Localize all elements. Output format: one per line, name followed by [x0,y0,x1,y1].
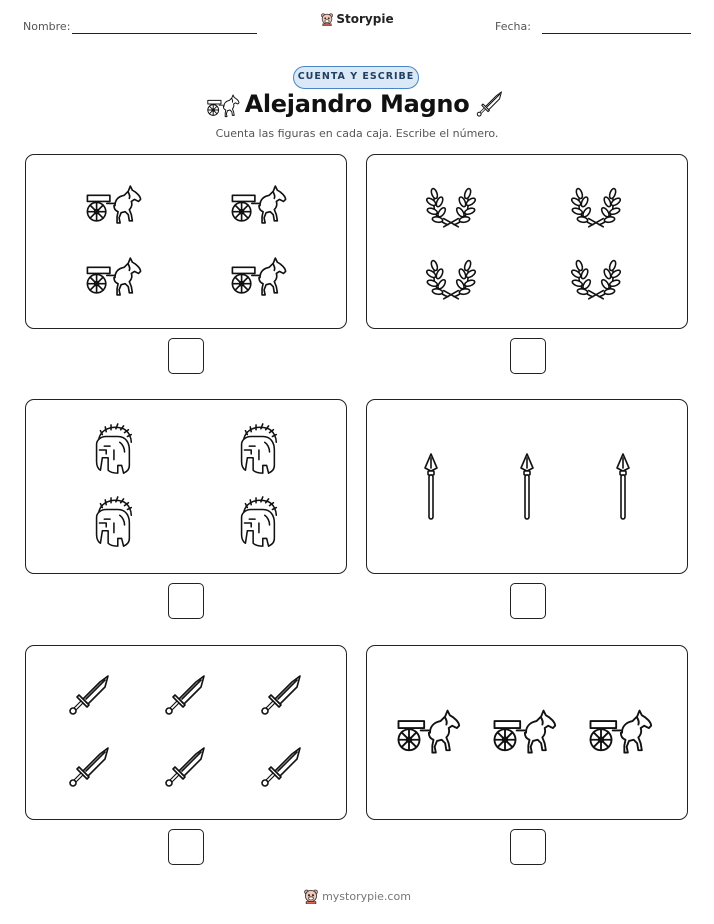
chariot-icon [232,258,285,295]
spear-icon [617,454,629,519]
spear-icon [425,454,437,519]
count-card-helmets [25,399,347,574]
helmet-icon [97,497,132,546]
helmet-icon [242,497,277,546]
bear-mascot-icon [320,12,334,26]
date-label: Fecha: [495,20,531,33]
page-title: Alejandro Magno [244,90,470,118]
sword-icon [166,748,204,786]
answer-box-1[interactable] [168,338,204,374]
laurel-wreath-icon [570,260,621,299]
helmet-icon [97,424,132,473]
name-field[interactable] [72,33,257,34]
helmet-icon [242,424,277,473]
spear-icon [521,454,533,519]
footer-url[interactable]: mystorypie.com [322,890,411,903]
answer-box-3[interactable] [168,583,204,619]
count-card-laurels [366,154,688,329]
sword-icon [70,676,108,714]
footer [0,888,714,904]
sword-icon [476,90,504,118]
answer-box-4[interactable] [510,583,546,619]
sword-icon [262,676,300,714]
laurel-wreath-icon [425,188,476,227]
activity-badge: CUENTA Y ESCRIBE [293,66,419,89]
sword-icon [70,748,108,786]
chariot-icon [232,186,285,223]
bear-mascot-icon [303,888,319,904]
sword-icon [262,748,300,786]
sword-icon [166,676,204,714]
count-card-swords [25,645,347,820]
count-card-chariots-row [366,645,688,820]
chariot-icon [87,258,140,295]
instructions: Cuenta las figuras en cada caja. Escribe el número. [215,127,499,140]
brand-name: Storypie [336,12,394,26]
chariot-icon [495,711,556,753]
laurel-wreath-icon [425,260,476,299]
brand-logo [0,12,714,26]
chariot-icon [87,186,140,223]
chariot-icon [591,711,652,753]
answer-box-6[interactable] [510,829,546,865]
chariot-icon [399,711,460,753]
name-label: Nombre: [23,20,71,33]
laurel-wreath-icon [570,188,621,227]
answer-box-5[interactable] [168,829,204,865]
count-card-chariots [25,154,347,329]
date-field[interactable] [542,33,691,34]
count-card-spears [366,399,688,574]
answer-box-2[interactable] [510,338,546,374]
